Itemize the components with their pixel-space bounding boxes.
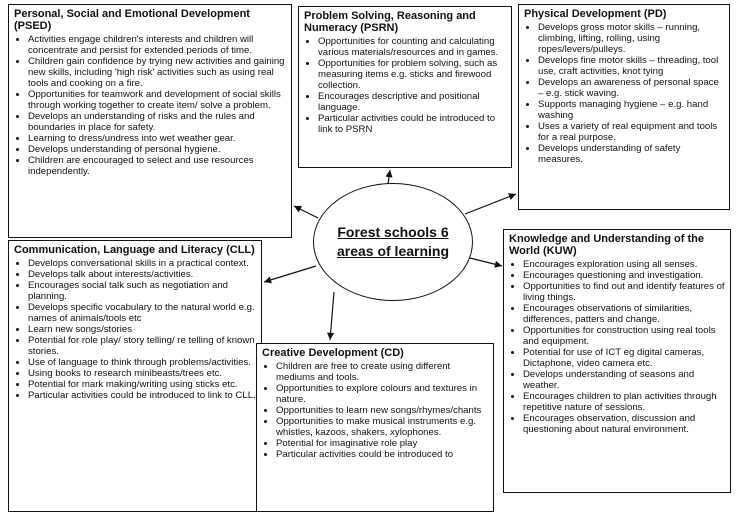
list-item: • Opportunities to find out and identify features of living things. [523,281,725,303]
list-item: • Encourages questioning and investigation. [523,270,725,281]
psed-list [14,34,286,177]
pd-list [524,22,724,165]
cll-title: Communication, Language and Literacy (CLL) [14,244,255,256]
cd-title: Creative Development (CD) [262,347,404,359]
list-item: • Develops gross motor skills – running, climbing, lifting, rolling, using ropes/levers/pulleys. [538,22,724,55]
arrow-to-cll [264,266,316,282]
list-item: • Children are encouraged to select and use resources independently. [28,155,286,177]
list-item: • Uses a variety of real equipment and tools for a real purpose. [538,121,724,143]
list-item: • Opportunities for construction using real tools and equipment. [523,325,725,347]
arrow-to-psed [294,206,318,218]
list-item: • Encourages observations of similarities, differences, patters and change. [523,303,725,325]
kuw-list [509,259,725,435]
list-item: • Develops fine motor skills – threading, tool use, craft activities, knot tying [538,55,724,77]
list-item: • Encourages children to plan activities through repetitive nature of sessions. [523,391,725,413]
list-item: • Opportunities for problem solving, such as measuring items e.g. sticks and firewood collection. [318,58,506,91]
psrn-list [304,36,506,135]
center-title: Forest schools 6 areas of learning [336,224,450,259]
list-item: • Opportunities to make musical instruments e.g. whistles, kazoos, shakers, xylophones. [276,416,488,438]
psrn-box [298,6,512,168]
cll-box [8,240,262,512]
pd-title: Physical Development (PD) [524,8,667,20]
list-item: • Potential for role play/ story telling/ re telling of known stories. [28,335,256,357]
list-item: • Children are free to create using different mediums and tools. [276,361,488,383]
list-item: • Opportunities to explore colours and textures in nature. [276,383,488,405]
list-item: • Potential for use of ICT eg digital cameras, Dictaphone, video camera etc. [523,347,725,369]
list-item: • Learning to dress/undress into wet weather gear. [28,133,286,144]
list-item: • Opportunities for counting and calculating various materials/resources and in games. [318,36,506,58]
list-item: • Learn new songs/stories [28,324,256,335]
arrow-to-cd [330,292,334,340]
list-item: • Develops an awareness of personal space – e.g. stick waving. [538,77,724,99]
list-item: • Supports managing hygiene – e.g. hand washing [538,99,724,121]
cd-list [262,361,488,460]
list-item: • Children gain confidence by trying new activities and gaining new skills, including 'high risk' activities such as using real tools and cooking on a fire. [28,56,286,89]
list-item: • Opportunities to learn new songs/rhymes/chants [276,405,488,416]
center-circle [313,183,473,301]
arrow-to-pd [465,194,516,214]
list-item: • Develops an understanding of risks and the rules and boundaries in place for safety. [28,111,286,133]
arrow-to-psrn [388,170,390,184]
list-item: • Develops conversational skills in a practical context. [28,258,256,269]
list-item: • Encourages social talk such as negotiation and planning. [28,280,256,302]
list-item: • Encourages exploration using all senses. [523,259,725,270]
list-item: • Particular activities could be introduced to link to PSRN [318,113,506,135]
list-item: • Develops specific vocabulary to the natural world e.g. names of animals/tools etc [28,302,256,324]
cd-box [256,343,494,512]
list-item: • Particular activities could be introduced to [276,449,488,460]
list-item: • Use of language to think through problems/activities. [28,357,256,368]
list-item: • Encourages descriptive and positional language. [318,91,506,113]
list-item: • Develops understanding of seasons and weather. [523,369,725,391]
list-item: • Potential for mark making/writing using sticks etc. [28,379,256,390]
list-item: • Potential for imaginative role play [276,438,488,449]
list-item: • Particular activities could be introduced to link to CLL. [28,390,256,401]
list-item: • Opportunities for teamwork and development of social skills through working together to create item/ solve a problem. [28,89,286,111]
list-item: • Encourages observation, discussion and questioning about natural environment. [523,413,725,435]
psed-box [8,4,292,238]
list-item: • Develops understanding of personal hygiene. [28,144,286,155]
list-item: • Activities engage children's interests and children will concentrate and persist for extended periods of time. [28,34,286,56]
list-item: • Using books to research minibeasts/trees etc. [28,368,256,379]
list-item: • Develops understanding of safety measures. [538,143,724,165]
list-item: • Develops talk about interests/activities. [28,269,256,280]
cll-list [14,258,256,401]
pd-box [518,4,730,210]
kuw-box [503,229,731,493]
kuw-title: Knowledge and Understanding of the World (KUW) [509,233,704,257]
psed-title: Personal, Social and Emotional Development (PSED) [14,8,250,32]
arrow-to-kuw [470,258,502,266]
psrn-title: Problem Solving, Reasoning and Numeracy (PSRN) [304,10,476,34]
